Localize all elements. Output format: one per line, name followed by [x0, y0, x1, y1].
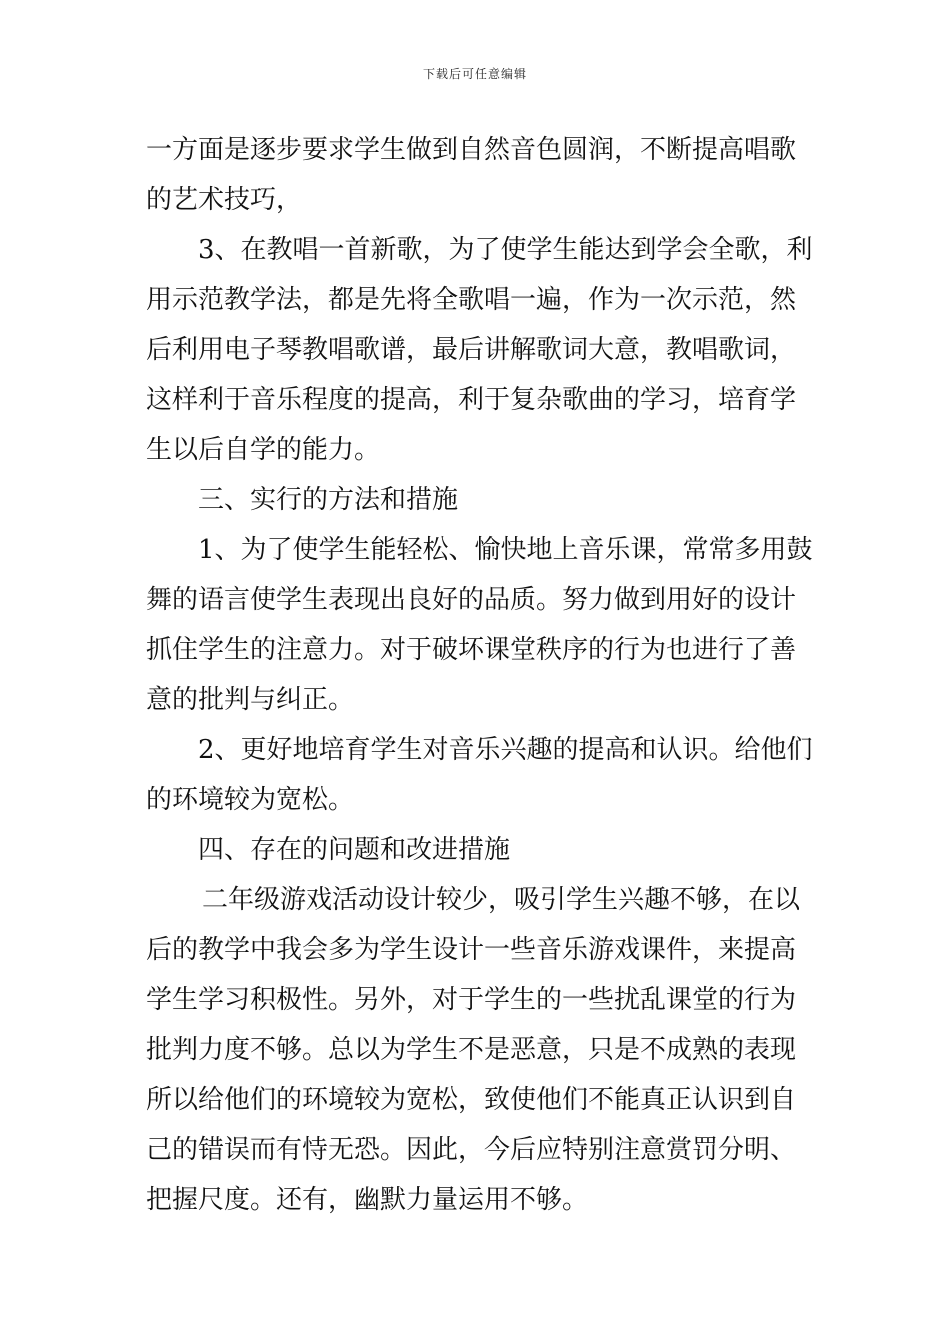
- text-line: 批判力度不够。总以为学生不是恶意，只是不成熟的表现: [146, 1035, 797, 1065]
- section-heading: 四、存在的问题和改进措施: [198, 835, 511, 865]
- text-line: 用示范教学法，都是先将全歌唱一遍，作为一次示范，然: [146, 285, 797, 315]
- section-heading: 三、实行的方法和措施: [198, 485, 459, 515]
- text-line: 的环境较为宽松。: [146, 785, 355, 815]
- text-line: 学生学习积极性。另外，对于学生的一些扰乱课堂的行为: [146, 985, 797, 1015]
- text-line: 舞的语言使学生表现出良好的品质。努力做到用好的设计: [146, 585, 797, 615]
- text-line: 所以给他们的环境较为宽松，致使他们不能真正认识到自: [146, 1085, 797, 1115]
- paragraph-start-line: 2、更好地培育学生对音乐兴趣的提高和认识。给他们: [198, 735, 813, 765]
- text-line: 这样利于音乐程度的提高，利于复杂歌曲的学习，培育学: [146, 385, 797, 415]
- text-line: 一方面是逐步要求学生做到自然音色圆润，不断提高唱歌: [146, 135, 797, 165]
- text-line: 把握尺度。还有，幽默力量运用不够。: [146, 1185, 589, 1215]
- text-line: 己的错误而有恃无恐。因此，今后应特别注意赏罚分明、: [146, 1135, 797, 1165]
- page-header: 下载后可任意编辑: [422, 67, 527, 81]
- text-line: 后的教学中我会多为学生设计一些音乐游戏课件，来提高: [146, 935, 797, 965]
- text-line: 的艺术技巧，: [146, 185, 303, 215]
- text-line: 后利用电子琴教唱歌谱，最后讲解歌词大意，教唱歌词，: [146, 335, 797, 365]
- document-body: [146, 125, 813, 1225]
- text-line: 意的批判与纠正。: [146, 685, 355, 715]
- text-line: 抓住学生的注意力。对于破坏课堂秩序的行为也进行了善: [146, 635, 797, 665]
- paragraph-start-line: 1、为了使学生能轻松、愉快地上音乐课，常常多用鼓: [198, 535, 813, 565]
- text-line: 生以后自学的能力。: [146, 435, 381, 465]
- paragraph-start-line: 二年级游戏活动设计较少，吸引学生兴趣不够，在以: [202, 885, 801, 915]
- paragraph-start-line: 3、在教唱一首新歌，为了使学生能达到学会全歌，利: [198, 235, 813, 265]
